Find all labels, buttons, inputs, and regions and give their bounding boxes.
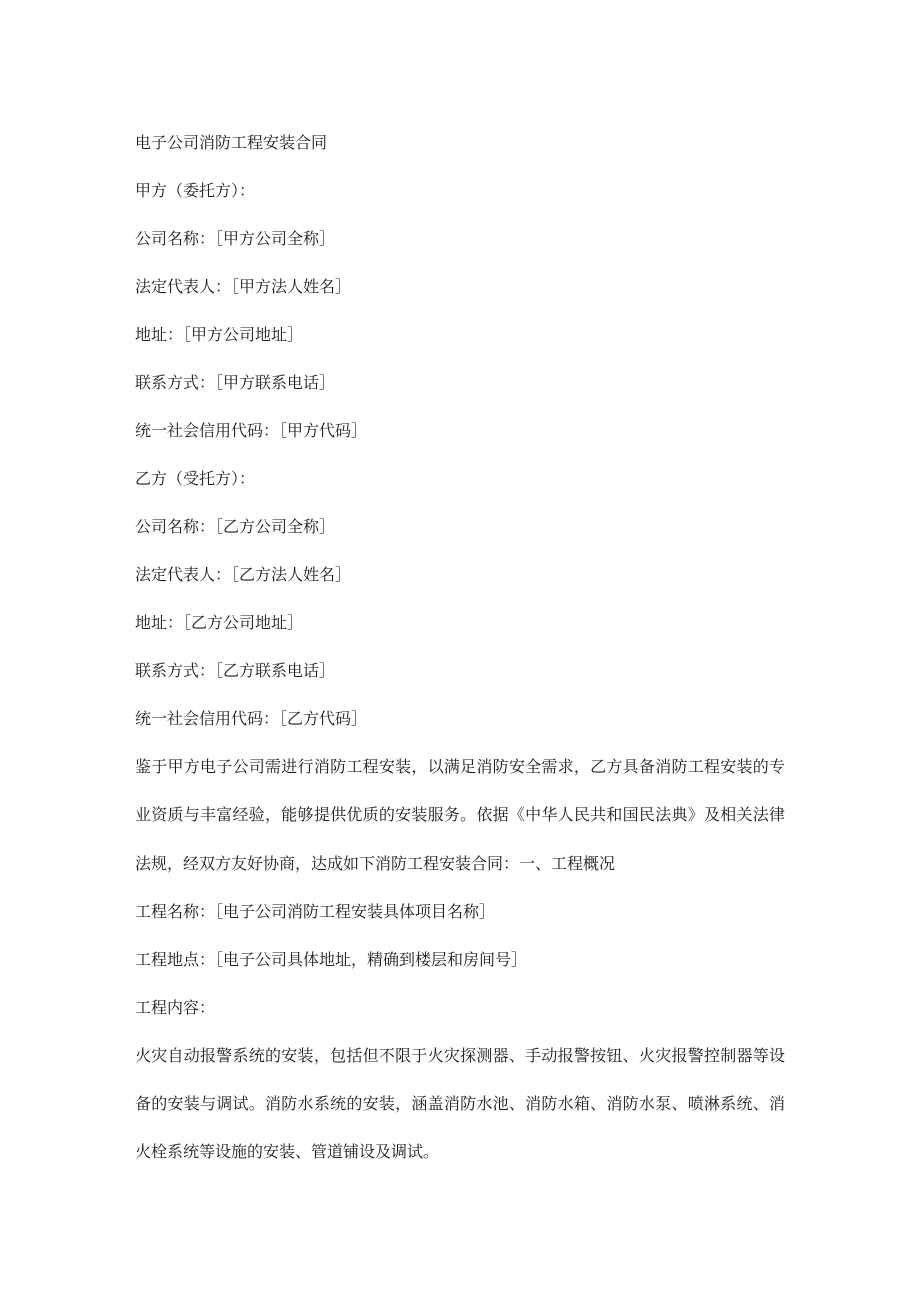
project-name: 工程名称：［电子公司消防工程安装具体项目名称］ [135,901,496,921]
document-title: 电子公司消防工程安装合同 [135,133,328,152]
party-b-heading: 乙方（受托方）： [135,469,256,488]
party-b-company: 公司名称：［乙方公司全称］ [135,517,336,536]
party-a-company: 公司名称：［甲方公司全称］ [135,229,336,248]
party-b-legal-rep: 法定代表人：［乙方法人姓名］ [135,565,352,584]
party-a-legal-rep: 法定代表人：［甲方法人姓名］ [135,277,352,296]
project-content-paragraph: 火灾自动报警系统的安装，包括但不限于火灾探测器、手动报警按钮、火灾报警控制器等设备的安装与调试。消防水系统的安装，涵盖消防水池、消防水箱、消防水泵、喷淋系统、消火栓系统等设施的安装、管道铺设及调试。 [135,1045,785,1162]
party-a-credit-code: 统一社会信用代码：［甲方代码］ [135,421,368,440]
party-b-contact: 联系方式：［乙方联系电话］ [135,661,336,680]
party-a-address: 地址：［甲方公司地址］ [135,325,304,344]
party-a-heading: 甲方（委托方）： [135,181,256,200]
party-b-address: 地址：［乙方公司地址］ [135,613,304,632]
project-content-heading: 工程内容： [135,997,216,1017]
party-b-credit-code: 统一社会信用代码：［乙方代码］ [135,709,368,728]
preamble-paragraph: 鉴于甲方电子公司需进行消防工程安装，以满足消防安全需求，乙方具备消防工程安装的专业资质与丰富经验，能够提供优质的安装服务。依据《中华人民共和国民法典》及相关法律法规，经双方友好协商，达成如下消防工程安装合同：一、工程概况 [135,757,785,873]
project-location: 工程地点：［电子公司具体地址，精确到楼层和房间号］ [135,949,528,969]
party-a-contact: 联系方式：［甲方联系电话］ [135,373,336,392]
